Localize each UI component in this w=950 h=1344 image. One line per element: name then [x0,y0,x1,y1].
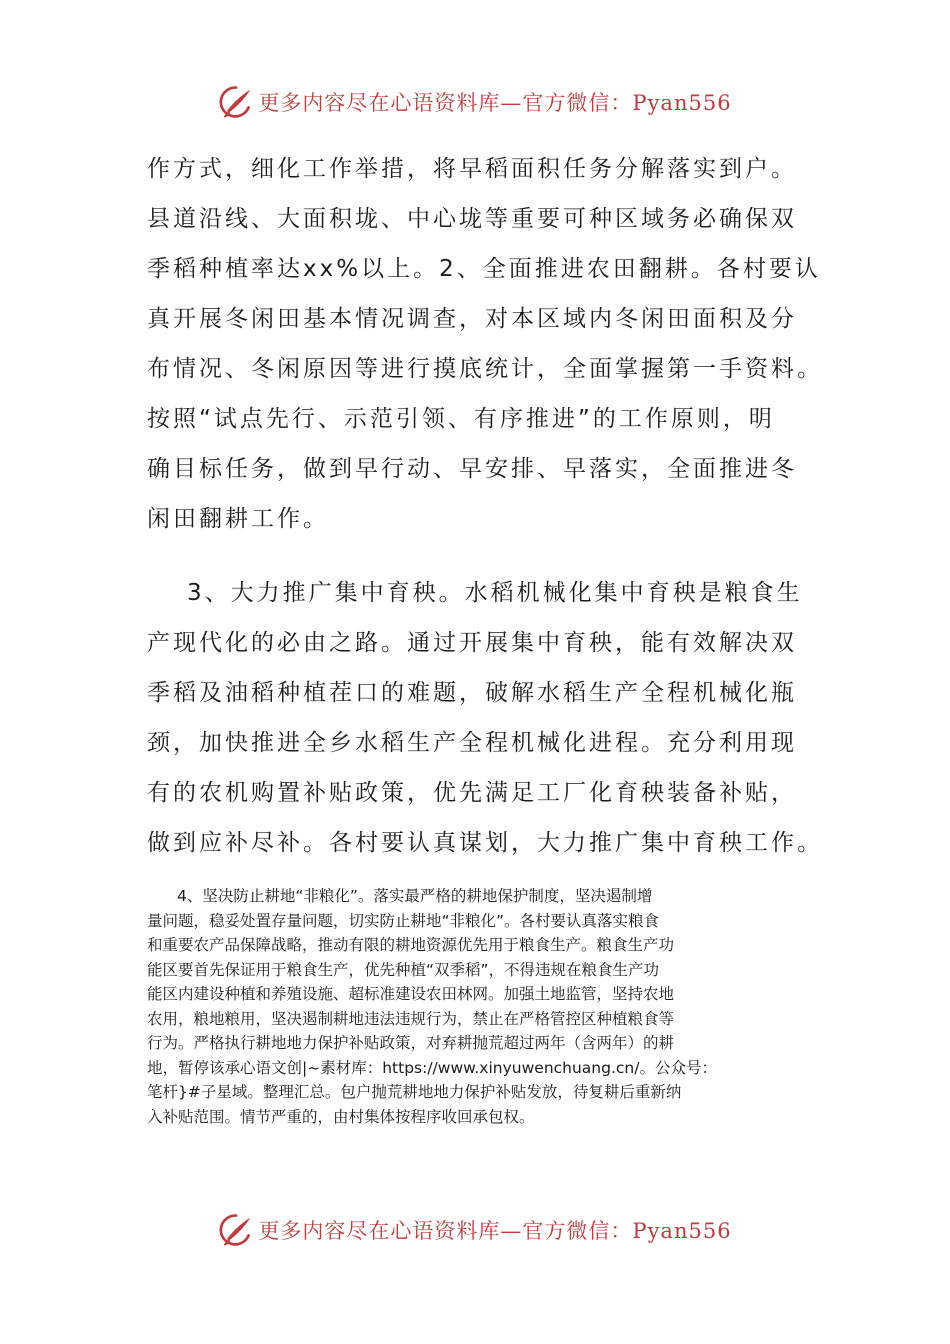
text-line: 布情况、冬闲原因等进行摸底统计，全面掌握第一手资料。 [147,356,823,382]
quill-pen-logo-icon [218,1212,254,1248]
text-line: 做到应补尽补。各村要认真谋划，大力推广集中育秧工作。 [147,830,823,856]
text-line: 农用，粮地粮用，坚决遏制耕地违法违规行为，禁止在严格管控区种植粮食等 [147,1009,675,1028]
text-line: 地，暂停该承心语文创|~素材库：https://www.xinyuwenchuang.cn/。公众号： [147,1058,717,1077]
footer-banner-text: 更多内容尽在心语资料库—官方微信：Pyan556 [258,1219,732,1243]
text-line: 闲田翻耕工作。 [147,506,329,532]
header-banner [0,82,950,122]
text-line: 县道沿线、大面积垅、中心垅等重要可种区域务必确保双 [147,206,797,232]
text-line: 按照“试点先行、示范引领、有序推进”的工作原则，明 [147,406,775,432]
text-line: 行为。严格执行耕地地力保护补贴政策，对弃耕抛荒超过两年（含两年）的耕 [147,1034,675,1052]
header-banner-text: 更多内容尽在心语资料库—官方微信：Pyan556 [258,91,732,115]
text-line: 真开展冬闲田基本情况调查，对本区域内冬闲田面积及分 [147,306,797,332]
text-line: 笔杆}#子星域。整理汇总。包户抛荒耕地地力保护补贴发放，待复耕后重新纳 [147,1083,682,1101]
text-line: 作方式，细化工作举措，将早稻面积任务分解落实到户。 [147,156,797,182]
paragraph-3 [147,884,807,1129]
text-line: 有的农机购置补贴政策，优先满足工厂化育秧装备补贴， [147,780,797,806]
quill-pen-logo-icon [218,84,254,120]
text-line: 能区要首先保证用于粮食生产，优先种植“双季稻”，不得违规在粮食生产功 [147,960,660,979]
text-line: 4、坚决防止耕地“非粮化”。落实最严格的耕地保护制度，坚决遏制增 [177,887,653,905]
text-line: 季稻及油稻种植茬口的难题，破解水稻生产全程机械化瓶 [147,680,797,706]
text-line: 颈，加快推进全乡水稻生产全程机械化进程。充分利用现 [147,730,797,756]
footer-banner [0,1210,950,1250]
text-line: 3、大力推广集中育秧。水稻机械化集中育秧是粮食生 [187,580,803,606]
text-line: 入补贴范围。情节严重的，由村集体按程序收回承包权。 [147,1107,535,1126]
paragraph-1 [147,144,823,544]
text-line: 和重要农产品保障战略，推动有限的耕地资源优先用于粮食生产。粮食生产功 [147,936,675,954]
text-line: 能区内建设种植和养殖设施、超标准建设农田林网。加强土地监管，坚持农地 [147,985,675,1003]
text-line: 确目标任务，做到早行动、早安排、早落实，全面推进冬 [147,456,797,482]
text-line: 产现代化的必由之路。通过开展集中育秧，能有效解决双 [147,630,797,656]
text-line: 量问题，稳妥处置存量问题，切实防止耕地“非粮化”。各村要认真落实粮食 [147,911,660,930]
paragraph-2 [147,568,823,868]
text-line: 季稻种植率达xx%以上。2、全面推进农田翻耕。各村要认 [147,256,821,282]
